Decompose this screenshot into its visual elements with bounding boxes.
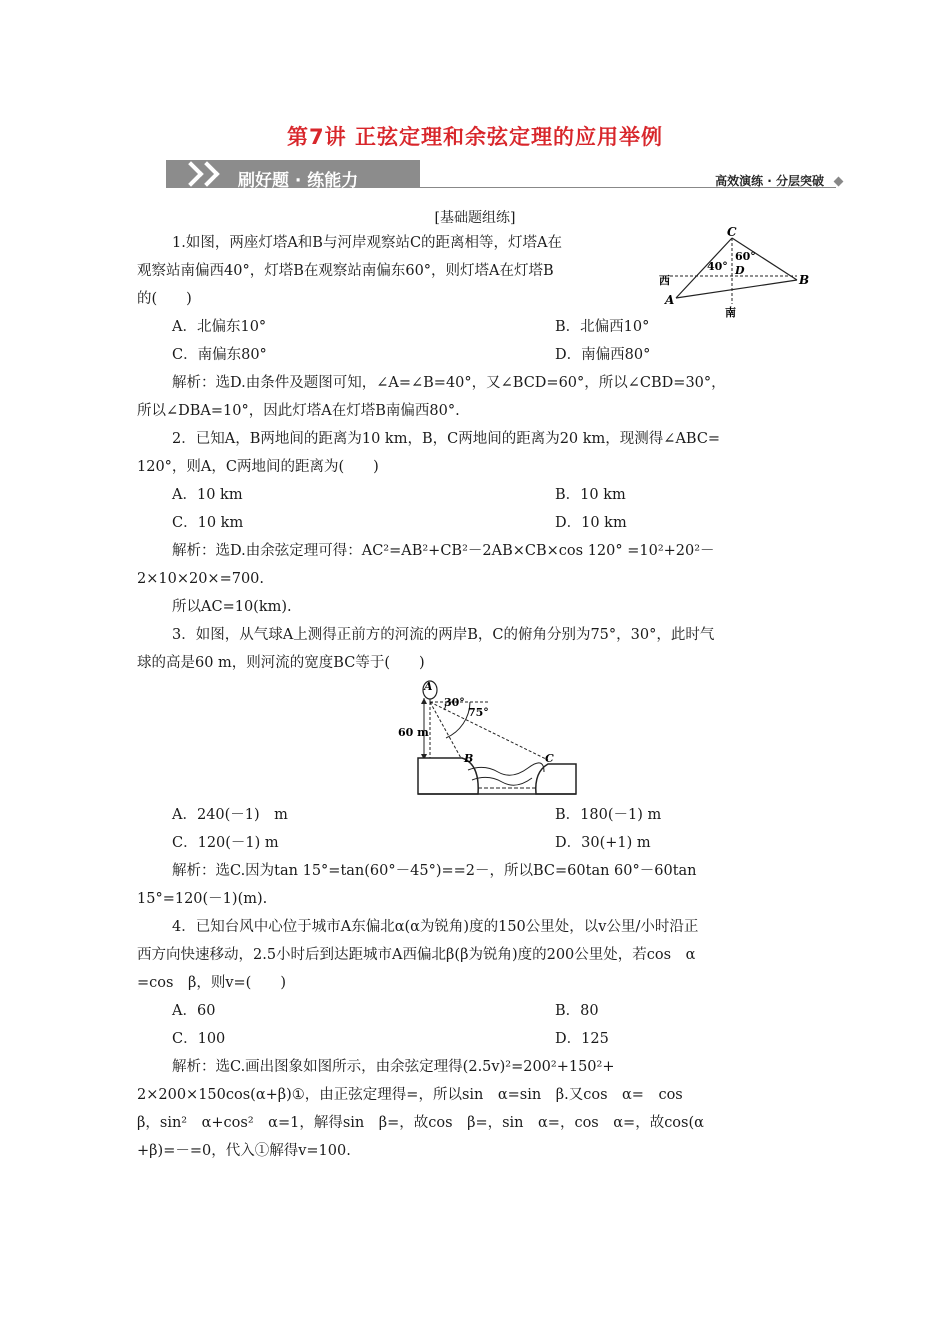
q3-solution: 15°=120(－1)(m).: [137, 891, 268, 907]
q1-solution: 所以∠DBA=10°，因此灯塔A在灯塔B南偏西80°.: [137, 403, 460, 419]
section-heading: [基础题组练]: [434, 210, 516, 226]
q1-label-a: A: [665, 293, 675, 307]
page-title: 第7讲 正弦定理和余弦定理的应用举例: [287, 125, 663, 149]
q4-option-d: D．125: [555, 1031, 609, 1047]
q1-label-west: 西: [659, 274, 670, 287]
q3-line: 3．如图，从气球A上测得正前方的河流的两岸B，C的俯角分别为75°，30°，此时气: [172, 627, 715, 643]
q2-option-c: C．10 km: [172, 515, 244, 531]
banner-left-text: 刷好题 · 练能力: [238, 171, 359, 191]
q3-label-c: C: [545, 752, 554, 765]
q4-option-c: C．100: [172, 1031, 226, 1047]
q3-label-a: A: [424, 680, 433, 693]
banner-right-text: 高效演练 · 分层突破: [715, 174, 824, 188]
q2-option-a: A．10 km: [172, 487, 243, 503]
q3-option-d: D．30(+1) m: [555, 835, 651, 851]
q2-option-b: B．10 km: [555, 487, 626, 503]
q3-line: 球的高是60 m，则河流的宽度BC等于( ): [137, 655, 425, 671]
q1-option-d: D．南偏西80°: [555, 347, 651, 363]
section-banner: [166, 158, 844, 194]
q4-line: 西方向快速移动，2.5小时后到达距城市A西偏北β(β为锐角)度的200公里处，若cos α: [137, 947, 696, 963]
q1-solution: 解析：选D.由条件及题图可知，∠A=∠B=40°，又∠BCD=60°，所以∠CBD=30°，: [172, 375, 726, 391]
q1-label-c: C: [727, 226, 737, 239]
q2-solution: 2×10×20×=700.: [137, 571, 265, 587]
right-bank: [536, 764, 576, 794]
q1-angle-40: 40°: [707, 260, 728, 273]
q3-angle-30: 30°: [444, 696, 465, 709]
q3-figure: [398, 676, 583, 800]
river-wave: [472, 777, 532, 785]
q3-label-height: 60 m: [398, 726, 429, 739]
q3-option-b: B．180(－1) m: [555, 807, 662, 823]
chevron-right-icon: [194, 161, 219, 186]
q1-label-d: D: [735, 264, 745, 277]
q4-line: 4．已知台风中心位于城市A东偏北α(α为锐角)度的150公里处，以v公里/小时沿正: [172, 919, 699, 935]
q2-line: 120°，则A，C两地间的距离为( ): [137, 459, 379, 475]
q3-option-c: C．120(－1) m: [172, 835, 279, 851]
q3-solution: 解析：选C.因为tan 15°=tan(60°－45°)==2－，所以BC=60tan 60°－60tan: [172, 863, 697, 879]
q1-angle-60: 60°: [735, 250, 756, 263]
q2-solution: 解析：选D.由余弦定理可得：AC²=AB²+CB²－2AB×CB×cos 120° =10²+20²－: [172, 543, 715, 559]
q3-label-b: B: [464, 752, 474, 765]
q3-option-a: A．240(－1) m: [172, 807, 288, 823]
q1-option-b: B．北偏西10°: [555, 319, 650, 335]
q1-option-a: A．北偏东10°: [172, 319, 267, 335]
q2-option-d: D．10 km: [555, 515, 627, 531]
q1-label-b: B: [799, 273, 810, 287]
q2-line: 2．已知A，B两地间的距离为10 km，B，C两地间的距离为20 km，现测得∠ABC=: [172, 431, 721, 447]
q1-line: 观察站南偏西40°，灯塔B在观察站南偏东60°，则灯塔A在灯塔B: [137, 263, 554, 279]
q4-solution: β，sin² α+cos² α=1，解得sin β=，故cos β=，sin α=，cos α=，故cos(α: [137, 1115, 704, 1131]
q4-option-b: B．80: [555, 1003, 599, 1019]
q1-option-c: C．南偏东80°: [172, 347, 267, 363]
q4-solution: +β)=－=0，代入①解得v=100.: [137, 1143, 351, 1159]
q1-line: 1.如图，两座灯塔A和B与河岸观察站C的距离相等，灯塔A在: [172, 235, 563, 251]
diamond-icon: [834, 177, 844, 187]
q2-solution: 所以AC=10(km).: [172, 599, 292, 615]
q1-figure: [655, 226, 815, 318]
river-wave: [468, 763, 544, 775]
banner-bar: [166, 160, 420, 191]
q1-line-ab: [676, 280, 797, 298]
q1-label-south: 南: [725, 306, 736, 318]
q3-line-ac: [430, 702, 548, 760]
q1-line: 的( ): [137, 291, 192, 307]
q3-angle-75: 75°: [468, 706, 489, 719]
q4-option-a: A．60: [172, 1003, 216, 1019]
q4-line: =cos β，则v=( ): [137, 975, 286, 991]
q4-solution: 2×200×150cos(α+β)①，由正弦定理得=，所以sin α=sin β.又cos α= cos: [137, 1087, 683, 1103]
q4-solution: 解析：选C.画出图象如图所示，由余弦定理得(2.5v)²=200²+150²+: [172, 1059, 615, 1075]
arrow-up-icon: [421, 698, 427, 704]
